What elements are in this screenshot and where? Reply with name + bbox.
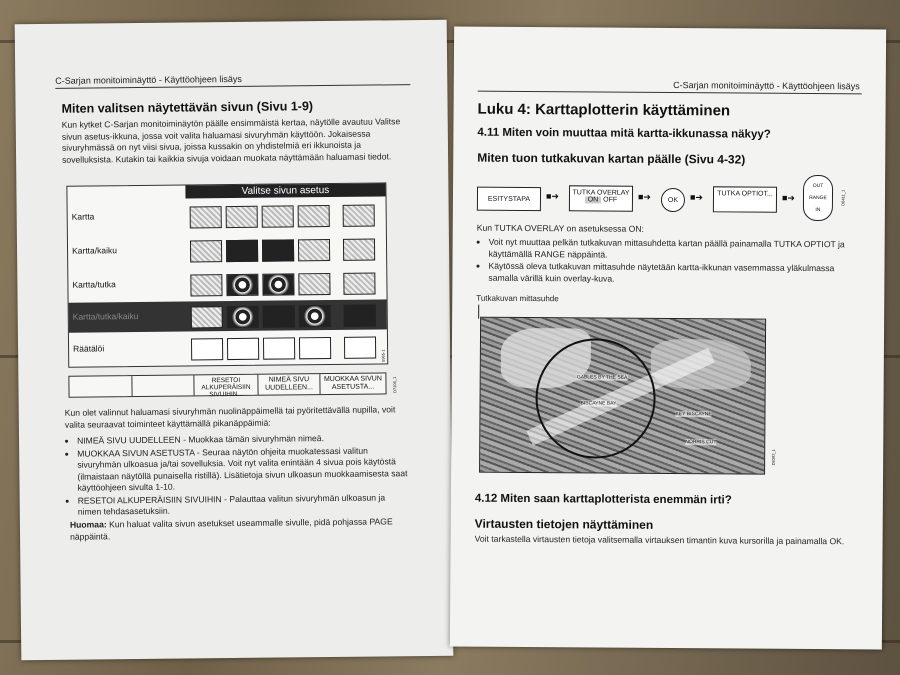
row-label: Räätälöi [73, 343, 105, 354]
left-page [15, 20, 454, 660]
map-label: KEY BISCAYNE [675, 411, 712, 418]
sounder-thumbnail-icon [263, 305, 295, 327]
radar-thumbnail-icon [227, 306, 259, 328]
chart-thumbnail-icon [190, 274, 222, 296]
softkey-intro: Kun olet valinnut haluamasi sivuryhmän nuolinäppäimellä tai pyöritettävällä nupilla, voit valita seuraavat toiminteet käyttämällä pikanäppäimiä: [64, 404, 396, 430]
edit-page-set-softkey[interactable]: MUOKKAA SIVUN ASETUSTA... [319, 373, 385, 394]
sounder-thumbnail-icon [226, 240, 258, 262]
radar-thumbnail-icon [262, 273, 294, 295]
bullet-item: • RESETOI ALKUPERÄISIIN SIVUIHIN - Palauttaa valitun sivuryhmän ulkoasun ja nimen tehdasasetuksiin. [78, 492, 411, 518]
tutka-overlay-key[interactable] [569, 185, 633, 211]
chart-thumbnail-icon [190, 240, 222, 262]
radar-thumbnail-icon [226, 274, 258, 296]
running-head: C-Sarjan monitoiminäyttö - Käyttöohjeen lisäys [673, 80, 860, 92]
empty-thumbnail [299, 337, 331, 359]
arrow-icon: ■➜ [637, 191, 652, 202]
map-label: BISCAYNE BAY [580, 400, 617, 407]
table-row-selected[interactable] [69, 299, 387, 332]
figure-code: D8392_1 [770, 449, 776, 466]
section-heading: Miten valitsen näytettävän sivun (Sivu 1-9) [61, 99, 314, 116]
tutka-optiot-key[interactable]: TUTKA OPTIOT... [713, 186, 777, 212]
sub-heading: Miten tuon tutkakuvan kartan päälle (Sivu 4-32) [477, 150, 746, 167]
bullet-item: • MUOKKAA SIVUN ASETUSTA - Seuraa näytön ohjeita muokatessasi valitun sivuryhmän ulkoasua ja/tai sovelluksia. Voit nyt valita enintään 4 sivua pois käytöstä (ilmaistaan näytöllä punaisella ristillä). Lisätietoja sivun ulkoasun muokkaamisesta saat käyttöohjeen sivulta 1-10. [77, 445, 410, 494]
map-label: NORRIS CUT [685, 439, 717, 446]
empty-thumbnail [191, 338, 223, 360]
range-out-label: OUT [812, 183, 824, 190]
chart-thumbnail-icon [298, 273, 330, 295]
rename-page-softkey[interactable]: NIMEÄ SIVU UUDELLEEN... [257, 374, 319, 395]
empty-thumbnail [263, 337, 295, 359]
figure-code: D7106_1 [392, 376, 398, 393]
table-row[interactable] [68, 199, 386, 232]
esitystapa-key[interactable]: ESITYSTAPA [477, 187, 541, 211]
arrow-icon: ■➜ [689, 192, 704, 203]
table-row[interactable] [68, 233, 386, 266]
softkey-empty [131, 375, 193, 396]
right-page [450, 26, 886, 649]
row-label: Kartta/kaiku [72, 245, 117, 256]
radar-thumbnail-icon [299, 305, 331, 327]
on-option: ON [585, 196, 602, 203]
softkey-empty [69, 376, 131, 397]
page-set-table [66, 182, 388, 367]
bullet-item: • Käytössä oleva tutkakuvan mittasuhde näytetään kartta-ikkunan vasemmassa yläkulmassa samalla värillä kuin overlay-kuva. [488, 261, 846, 286]
running-head: C-Sarjan monitoiminäyttö - Käyttöohjeen lisäys [55, 73, 242, 86]
range-key[interactable] [803, 175, 833, 221]
arrow-icon: ■➜ [781, 192, 796, 203]
range-label: RANGE [809, 194, 827, 202]
row-label: Kartta/tutka [72, 279, 116, 290]
softkey-list [65, 432, 411, 519]
off-option: OFF [603, 196, 618, 204]
range-ring [535, 338, 656, 459]
map-caption: Tutkakuvan mittasuhde [476, 293, 559, 304]
chart-thumbnail-icon [343, 273, 375, 295]
chart-thumbnail-icon [191, 306, 223, 328]
empty-thumbnail [227, 338, 259, 360]
softkey-bar [68, 372, 386, 397]
figure-code: D8411_1 [840, 189, 846, 206]
figure-code: 5965-1 [380, 349, 386, 362]
bullet-item: • NIMEÄ SIVU UUDELLEEN - Muokkaa tämän sivuryhmän nimeä. [77, 432, 410, 447]
map-label: GABLES BY THE SEA [576, 374, 628, 381]
table-row[interactable] [68, 267, 386, 300]
note [70, 516, 415, 543]
empty-thumbnail [344, 337, 376, 359]
row-label: Kartta/tutka/kaiku [72, 310, 139, 322]
bullet-item: • Voit nyt muuttaa pelkän tutkakuvan mittasuhdetta kartan päällä painamalla TUTKA OPTIOT ja käyttämällä RANGE näppäintä. [489, 237, 847, 262]
intro-paragraph: Kun kytket C-Sarjan monitoiminäytön päälle ensimmäistä kertaa, näytölle avautuu Valitse sivun asetus-ikkuna, jossa voit valita haluamasi sivuryhmän käyttöön. Jokaisessa sivuryhmässä on nyt viisi sivua, joissa kussakin on yhdistelmiä eri ikkunoista ja sovelluksista. Kutakin tai kaikkia sivuja voidaan muokata näyttämään haluamasi tiedot. [61, 116, 401, 165]
sounder-thumbnail-icon [262, 239, 294, 261]
chart-thumbnail-icon [343, 205, 375, 227]
chart-thumbnail-icon [262, 205, 294, 227]
caption-leader [478, 305, 479, 319]
table-row[interactable] [69, 331, 387, 364]
chart-thumbnail-icon [298, 205, 330, 227]
sub-heading: Virtausten tietojen näyttäminen [474, 516, 654, 532]
radar-overlay-map [479, 317, 766, 475]
chart-thumbnail-icon [298, 239, 330, 261]
chart-thumbnail-icon [343, 239, 375, 261]
sounder-thumbnail-icon [344, 305, 376, 327]
overlay-bullets [476, 237, 846, 288]
tutka-overlay-label: TUTKA OVERLAY [572, 189, 630, 197]
reset-pages-softkey[interactable]: RESETOI ALKUPERÄISIIN SIVUIHIN... [193, 375, 257, 396]
chart-thumbnail-icon [190, 206, 222, 228]
range-in-label: IN [815, 207, 821, 214]
header-rule [478, 91, 862, 95]
overlay-on-text: Kun TUTKA OVERLAY on asetuksessa ON: [476, 222, 644, 234]
chapter-title: Luku 4: Karttaplotterin käyttäminen [477, 100, 731, 120]
ok-button[interactable]: OK [661, 188, 685, 212]
currents-paragraph: Voit tarkastella virtausten tietoja valitsemalla virtauksen timantin kuva kursorilla ja painamalla OK. [474, 533, 845, 547]
section-heading: 4.11 Miten voin muuttaa mitä kartta-ikkunassa näkyy? [477, 126, 771, 141]
table-title: Valitse sivun asetus [185, 183, 385, 198]
section-heading: 4.12 Miten saan karttaplotterista enemmän irti? [474, 492, 732, 507]
chart-thumbnail-icon [226, 206, 258, 228]
note-text: Kun haluat valita sivun asetukset useammalle sivulle, pidä pohjassa PAGE näppäintä. [69, 516, 393, 542]
row-label: Kartta [71, 211, 95, 222]
arrow-icon: ■➜ [545, 191, 560, 202]
note-label: Huomaa: [69, 519, 107, 530]
